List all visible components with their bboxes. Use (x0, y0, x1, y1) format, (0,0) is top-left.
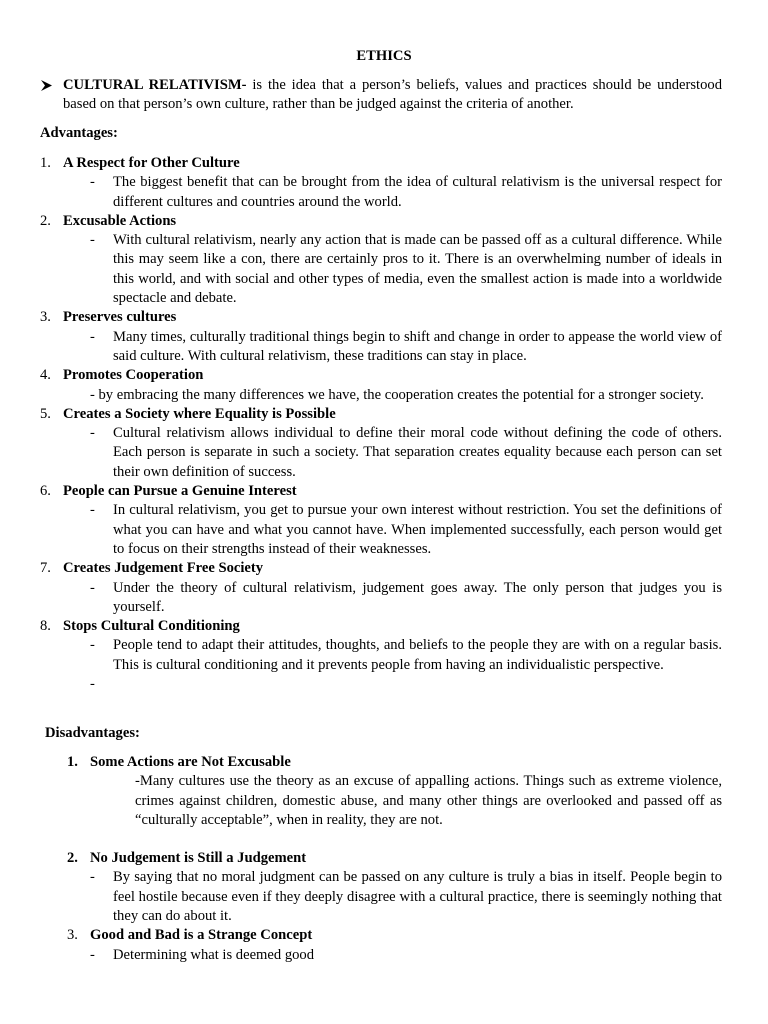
list-item (67, 753, 722, 830)
item-text: -Many cultures use the theory as an excuse of appalling actions. Things such as extreme violence, crimes against children, domestic abuse, and many other things are overlooked and passed off as “culturally acceptable”, when in reality, they are not. (135, 773, 722, 828)
item-number: 4. (40, 367, 51, 384)
list-item (40, 617, 722, 694)
item-number: 7. (40, 560, 51, 577)
intro-paragraph (40, 76, 722, 115)
intro-definition: is the idea that a person’s beliefs, values and practices should be understood based on that person’s own culture, rather than be judged against the criteria of another. (63, 77, 723, 113)
item-number: 3. (40, 309, 51, 326)
item-number: 8. (40, 618, 51, 635)
list-item (40, 308, 722, 366)
item-text: Under the theory of cultural relativism, judgement goes away. The only person that judges you is yourself. (113, 579, 722, 615)
page-title: ETHICS (356, 48, 412, 64)
dash-bullet: - (90, 174, 95, 191)
item-heading: Stops Cultural Conditioning (63, 618, 240, 635)
disadvantages-heading: Disadvantages: (45, 725, 140, 741)
item-heading: Creates a Society where Equality is Possible (63, 405, 336, 422)
item-text: Many times, culturally traditional things begin to shift and change in order to appease the world view of said culture. With cultural relativism, these traditions can stay in place. (113, 328, 722, 364)
item-number: 1. (40, 155, 51, 171)
item-heading: Promotes Cooperation (63, 367, 204, 384)
list-item (40, 154, 722, 212)
item-text: By saying that no moral judgment can be passed on any culture is truly a bias in itself. People begin to feel hostile because even if they deeply disagree with a cultural practice, there is seemingly nothing that they can do about it. (113, 869, 722, 925)
item-body (90, 501, 722, 559)
item-number: 2. (40, 212, 51, 229)
item-number: 5. (40, 405, 51, 422)
disadvantages-list (67, 753, 722, 965)
arrow-bullet-icon (40, 76, 54, 95)
dash-bullet: - (90, 637, 95, 654)
item-heading: People can Pursue a Genuine Interest (63, 483, 297, 500)
item-text: - by embracing the many differences we have, the cooperation creates the potential for a stronger society. (90, 386, 704, 403)
dash-bullet: - (90, 502, 95, 519)
intro-text (63, 76, 722, 115)
item-text: Determining what is deemed good (113, 946, 315, 963)
item-heading: Preserves cultures (63, 309, 177, 326)
item-text: With cultural relativism, nearly any action that is made can be passed off as a cultural difference. While this may seem like a con, there are certainly pros to it. There is an overwhelming number of ideals in this world, and with social and other types of media, even the smallest action is made into a worldwide spectacle and debate. (113, 232, 722, 307)
item-heading: Good and Bad is a Strange Concept (90, 927, 313, 944)
item-number: 3. (67, 927, 78, 944)
item-heading: A Respect for Other Culture (63, 155, 240, 171)
item-body (90, 579, 722, 618)
dash-bullet: - (90, 676, 95, 693)
item-text: Cultural relativism allows individual to define their moral code without defining the code of others. Each person is separate in such a society. That separation creates equality because each person can set their own definition of success. (113, 425, 722, 480)
item-number: 6. (40, 483, 51, 500)
item-text: The biggest benefit that can be brought from the idea of cultural relativism is the universal respect for different cultures and countries around the world. (113, 174, 722, 210)
dash-bullet: - (90, 328, 95, 345)
item-body (90, 424, 722, 482)
item-body (90, 868, 722, 926)
item-heading: Some Actions are Not Excusable (90, 754, 291, 770)
dash-bullet: - (90, 425, 95, 442)
item-text: In cultural relativism, you get to pursue your own interest without restriction. You set the definitions of what you can have and what you cannot have. When implemented successfully, each person would get to focus on their strengths instead of their weaknesses. (113, 502, 722, 557)
advantages-list (40, 154, 722, 694)
dash-bullet: - (90, 232, 95, 249)
item-heading: Creates Judgement Free Society (63, 560, 264, 577)
item-number: 2. (67, 850, 78, 867)
list-item (40, 482, 722, 559)
item-heading: No Judgement is Still a Judgement (90, 850, 307, 867)
item-text: People tend to adapt their attitudes, thoughts, and beliefs to the people they are with on a regular basis. This is cultural conditioning and it prevents people from having an individualistic perspective. (113, 637, 722, 673)
empty-bullet (90, 675, 722, 694)
list-item (40, 366, 722, 405)
list-item (67, 926, 722, 965)
dash-bullet: - (90, 579, 95, 596)
item-heading: Excusable Actions (63, 212, 177, 229)
item-body (90, 946, 722, 965)
item-number: 1. (67, 754, 78, 770)
item-body (90, 231, 722, 308)
list-item (40, 405, 722, 482)
dash-bullet: - (90, 946, 95, 963)
list-item (40, 559, 722, 617)
dash-bullet: - (90, 869, 95, 886)
item-body (90, 636, 722, 675)
intro-term: CULTURAL RELATIVISM- (63, 77, 247, 93)
item-body (90, 173, 722, 212)
list-item (67, 849, 722, 926)
item-body (90, 328, 722, 367)
advantages-heading: Advantages: (40, 125, 118, 141)
list-item (40, 212, 722, 308)
